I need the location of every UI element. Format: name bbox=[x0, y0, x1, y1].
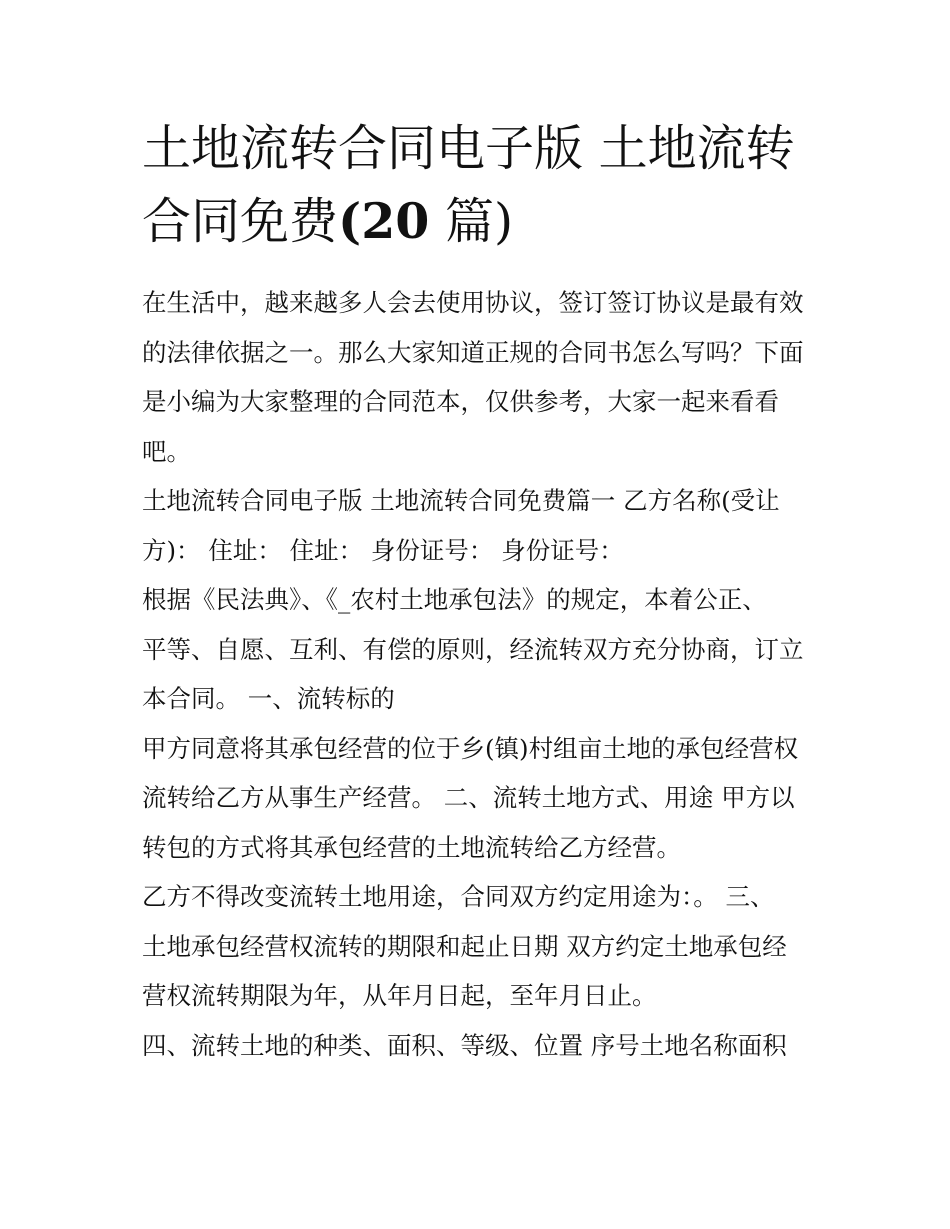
paragraph-line: 转包的方式将其承包经营的土地流转给乙方经营。 bbox=[142, 832, 681, 862]
paragraph-transfer-subject bbox=[142, 724, 818, 873]
paragraph-line: 乙方不得改变流转土地用途，合同双方约定用途为：。 三、 bbox=[142, 882, 775, 911]
paragraph-line: 在生活中，越来越多人会去使用协议，签订签订协议是最有效 bbox=[142, 288, 804, 317]
paragraph-usage-term bbox=[142, 872, 818, 1021]
paragraph-line: 方)： 住址： 住址： 身份证号： 身份证号： bbox=[142, 535, 624, 565]
paragraph-line: 吧。 bbox=[142, 436, 191, 466]
title-line-2-suffix: 篇) bbox=[444, 193, 514, 250]
paragraph-line: 本合同。 一、流转标的 bbox=[142, 684, 395, 713]
paragraph-line: 平等、自愿、互利、有偿的原则，经流转双方充分协商，订立 bbox=[142, 634, 804, 664]
paragraph-line: 根据《民法典》、《_农村土地承包法》的规定，本着公正、 bbox=[142, 585, 767, 614]
paragraph-intro bbox=[142, 278, 818, 476]
paragraph-line: 营权流转期限为年，从年月日起，至年月日止。 bbox=[142, 981, 657, 1010]
paragraph-line: 的法律依据之一。那么大家知道正规的合同书怎么写吗？下面 bbox=[142, 337, 804, 367]
document-title bbox=[142, 112, 818, 258]
paragraph-legal-basis bbox=[142, 575, 818, 724]
paragraph-line: 是小编为大家整理的合同范本，仅供参考，大家一起来看看 bbox=[142, 387, 779, 416]
paragraph-line: 流转给乙方从事生产经营。 二、流转土地方式、用途 甲方以 bbox=[142, 783, 795, 812]
title-line-2-count: (20 bbox=[338, 192, 430, 250]
paragraph-parties bbox=[142, 476, 818, 575]
paragraph-line: 土地流转合同电子版 土地流转合同免费篇一 乙方名称(受让 bbox=[142, 486, 780, 515]
title-line-2-text: 合同免费 bbox=[142, 193, 339, 250]
paragraph-line: 甲方同意将其承包经营的位于乡(镇)村组亩土地的承包经营权 bbox=[142, 733, 799, 763]
paragraph-line: 土地承包经营权流转的期限和起止日期 双方约定土地承包经 bbox=[142, 931, 787, 961]
title-line-1: 土地流转合同电子版 土地流转 bbox=[142, 120, 795, 177]
document-body bbox=[142, 112, 818, 1070]
paragraph-land-type bbox=[142, 1021, 818, 1071]
paragraph-line: 四、流转土地的种类、面积、等级、位置 序号土地名称面积 bbox=[142, 1030, 787, 1060]
